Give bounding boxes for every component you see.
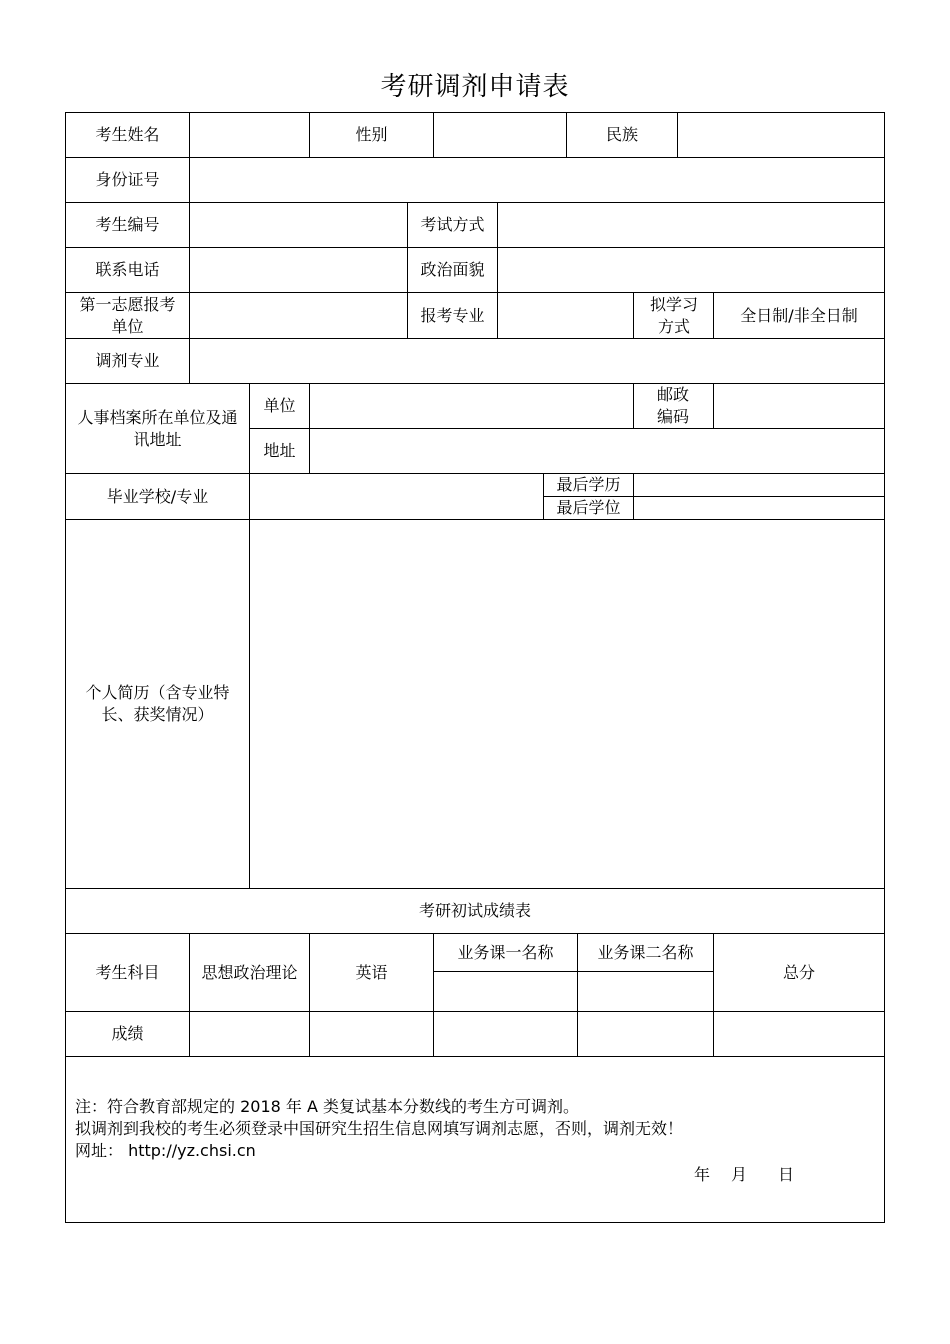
note-line-2: 拟调剂到我校的考生必须登录中国研究生招生信息网填写调剂志愿，否则，调剂无效！	[75, 1119, 684, 1138]
applied-major-label: 报考专业	[420, 305, 485, 325]
table-border-bottom	[65, 1222, 885, 1223]
postcode-label: 邮政编码	[656, 385, 689, 426]
phone-field[interactable]	[190, 248, 407, 292]
date-month-label: 月	[731, 1165, 748, 1184]
last-education-field[interactable]	[634, 474, 884, 496]
adjust-major-field[interactable]	[190, 339, 884, 383]
archive-unit-field[interactable]	[310, 384, 633, 428]
graduation-label: 毕业学校/专业	[106, 486, 209, 506]
score-label: 成绩	[111, 1024, 144, 1043]
form-title: 考研调剂申请表	[380, 72, 570, 102]
first-choice-unit-field[interactable]	[190, 293, 407, 338]
resume-label: 个人简历（含专业特长、获奖情况）	[85, 683, 230, 724]
gender-label: 性别	[355, 125, 388, 144]
study-mode-label: 拟学习方式	[649, 294, 698, 336]
graduation-field[interactable]	[250, 474, 543, 519]
exam-number-field[interactable]	[190, 203, 407, 247]
exam-method-label: 考试方式	[420, 215, 485, 234]
course1-name-field[interactable]	[434, 972, 577, 1011]
col-divider	[633, 292, 634, 339]
politics-header: 思想政治理论	[201, 962, 298, 982]
ethnicity-field[interactable]	[678, 113, 884, 157]
last-degree-field[interactable]	[634, 497, 884, 519]
course2-name-field[interactable]	[578, 972, 713, 1011]
english-header: 英语	[355, 962, 388, 982]
last-education-label: 最后学历	[556, 475, 621, 494]
id-number-label: 身份证号	[95, 170, 160, 189]
ethnicity-label: 民族	[605, 125, 638, 144]
subject-label: 考生科目	[95, 962, 160, 982]
study-mode-value[interactable]: 全日制/非全日制	[740, 305, 858, 325]
applied-major-field[interactable]	[498, 293, 633, 338]
political-status-label: 政治面貌	[420, 260, 485, 279]
exam-number-label: 考生编号	[95, 215, 160, 234]
name-label: 考生姓名	[95, 125, 160, 144]
last-degree-label: 最后学位	[556, 498, 621, 517]
archive-label: 人事档案所在单位及通讯地址	[77, 407, 238, 449]
note-line-1: 注：符合教育部规定的 2018 年 A 类复试基本分数线的考生方可调剂。	[75, 1097, 580, 1116]
row-divider	[65, 1056, 885, 1057]
scores-section-title: 考研初试成绩表	[418, 901, 531, 920]
resume-field[interactable]	[250, 520, 884, 888]
politics-score-field[interactable]	[190, 1012, 309, 1056]
first-choice-unit-label: 第一志愿报考单位	[79, 294, 176, 336]
total-header: 总分	[782, 962, 815, 982]
date-year-label: 年	[694, 1165, 711, 1184]
postcode-field[interactable]	[714, 384, 884, 428]
adjust-major-label: 调剂专业	[95, 351, 160, 370]
col-divider	[633, 383, 634, 429]
course1-score-field[interactable]	[434, 1012, 577, 1056]
political-status-field[interactable]	[498, 248, 884, 292]
course2-header: 业务课二名称	[597, 942, 694, 962]
course1-header: 业务课一名称	[457, 942, 554, 962]
total-score-field[interactable]	[714, 1012, 884, 1056]
phone-label: 联系电话	[95, 260, 160, 279]
gender-field[interactable]	[434, 113, 566, 157]
course2-score-field[interactable]	[578, 1012, 713, 1056]
english-score-field[interactable]	[310, 1012, 433, 1056]
date-day-label: 日	[778, 1165, 795, 1184]
notes-block	[75, 1096, 683, 1162]
archive-unit-label: 单位	[263, 396, 296, 415]
archive-address-label: 地址	[263, 441, 296, 460]
note-line-3: 网址： http://yz.chsi.cn	[75, 1141, 256, 1160]
name-field[interactable]	[190, 113, 309, 157]
id-number-field[interactable]	[190, 158, 884, 202]
exam-method-field[interactable]	[498, 203, 884, 247]
archive-address-field[interactable]	[310, 429, 884, 473]
